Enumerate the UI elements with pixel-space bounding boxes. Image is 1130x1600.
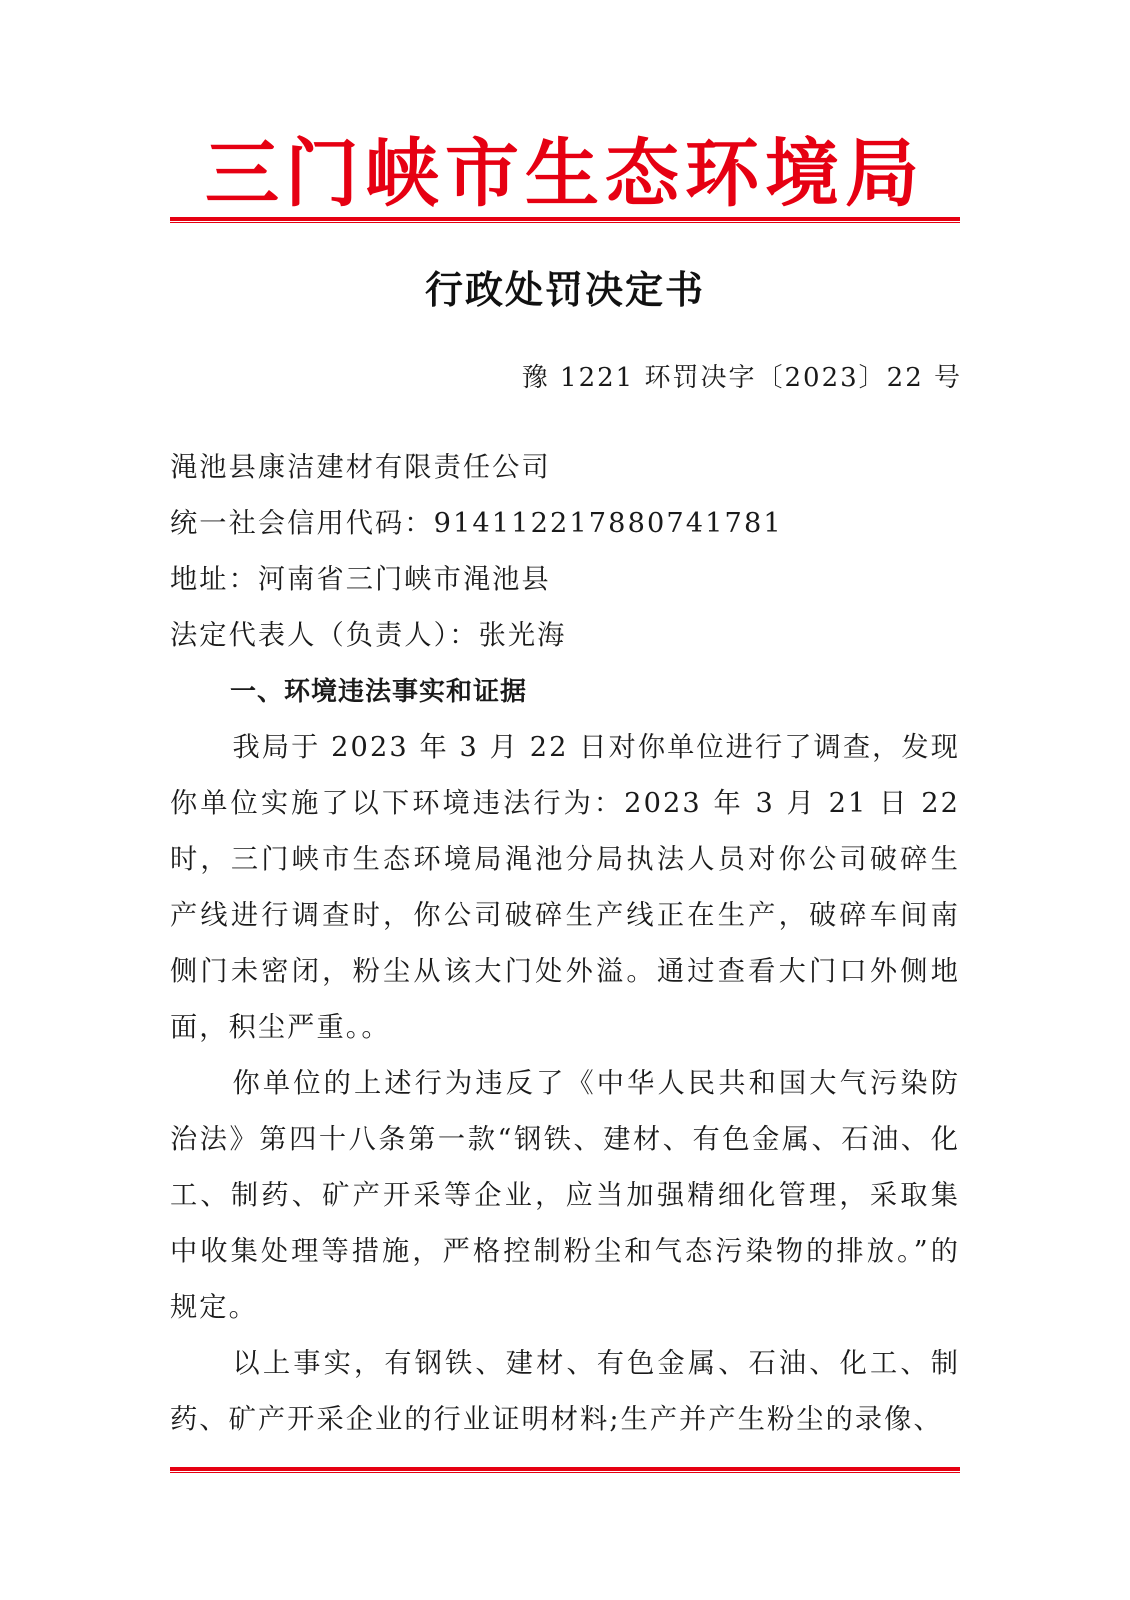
document-title: 行政处罚决定书	[424, 268, 705, 312]
legal-representative: 法定代表人（负责人）：张光海	[170, 620, 567, 651]
paragraph-evidence: 以上事实，有钢铁、建材、有色金属、石油、化工、制药、矿产开采企业的行业证明材料;生产并产生粉尘的录像、	[170, 1348, 960, 1435]
paragraph-facts: 我局于 2023 年 3 月 22 日对你单位进行了调查，发现你单位实施了以下环境违法行为：2023 年 3 月 21 日 22 时，三门峡市生态环境局渑池分局执法人员对你公司破碎生产线进行调查时，你公司破碎生产线正在生产，破碎车间南侧门未密闭，粉尘从该大门处外溢。通过查看大门口外侧地面，积尘严重。。	[170, 732, 960, 1043]
document-number: 豫 1221 环罚决字〔2023〕22 号	[521, 363, 962, 393]
document-body	[170, 440, 960, 1448]
red-divider-bottom	[170, 1467, 960, 1473]
party-name: 渑池县康洁建材有限责任公司	[170, 452, 551, 483]
credit-code: 统一社会信用代码：914112217880741781	[170, 508, 783, 539]
party-address: 地址：河南省三门峡市渑池县	[170, 564, 551, 595]
agency-masthead: 三门峡市生态环境局	[205, 131, 925, 217]
paragraph-violation: 你单位的上述行为违反了《中华人民共和国大气污染防治法》第四十八条第一款“钢铁、建材、有色金属、石油、化工、制药、矿产开采等企业，应当加强精细化管理，采取集中收集处理等措施，严格控制粉尘和气态污染物的排放。”的规定。	[170, 1068, 960, 1323]
section-heading: 一、环境违法事实和证据	[230, 677, 528, 707]
red-divider-top	[170, 217, 960, 223]
